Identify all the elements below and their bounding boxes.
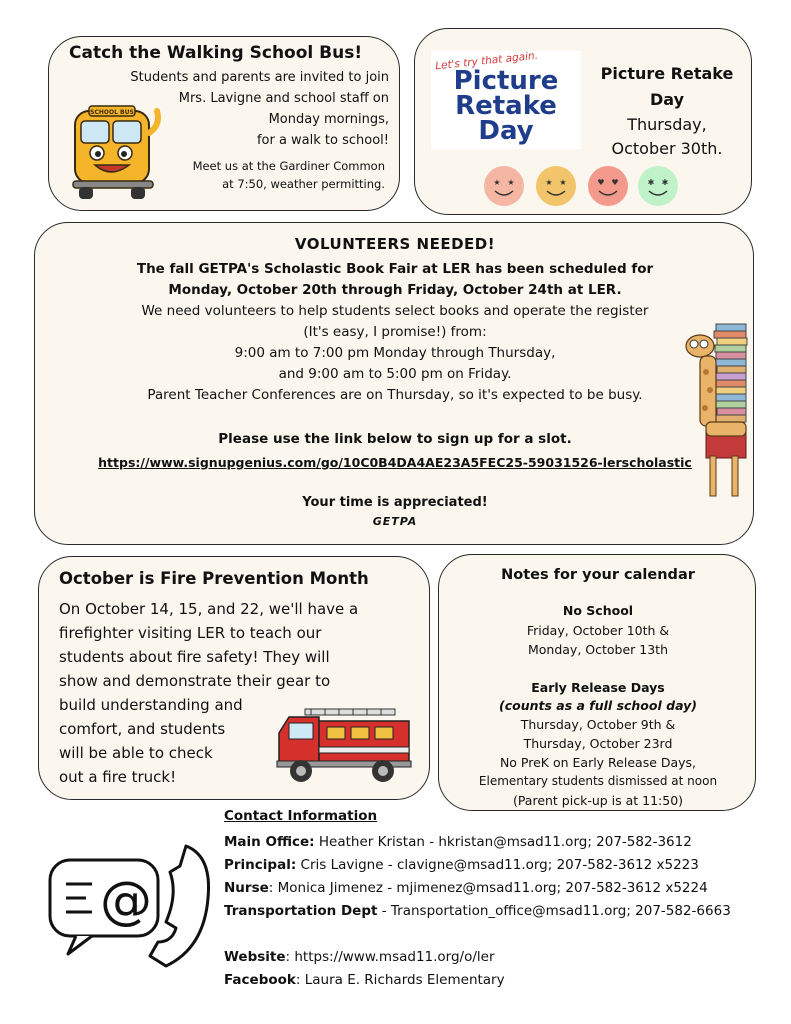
fire-line: firefighter visiting LER to teach our xyxy=(59,624,322,642)
walking-bus-line: Mrs. Lavigne and school staff on xyxy=(178,91,389,106)
early-release-line: Elementary students dismissed at noon xyxy=(478,774,718,788)
no-school-line: Friday, October 10th & xyxy=(526,623,670,638)
early-release-line: Thursday, October 23rd xyxy=(523,736,673,751)
walking-bus-panel xyxy=(48,36,400,211)
contact-email-phone-icon xyxy=(46,838,218,972)
contact-heading: Contact Information xyxy=(224,808,378,824)
contact-value: Cris Lavigne - clavigne@msad11.org; 207-582-3612 x5223 xyxy=(296,857,699,873)
school-bus-illustration xyxy=(67,103,167,201)
retake-logo-tagline: Let's try that again. xyxy=(434,49,539,73)
walking-bus-line: Students and parents are invited to join xyxy=(130,70,389,85)
picture-retake-panel xyxy=(414,28,752,215)
volunteers-signup-prompt: Please use the link below to sign up for a slot. xyxy=(218,431,572,447)
bus-sign-text: SCHOOL BUS xyxy=(90,109,134,116)
svg-text:♥: ♥ xyxy=(597,178,605,187)
early-release-line: No PreK on Early Release Days, xyxy=(499,755,697,770)
contact-label: Principal: xyxy=(224,857,297,873)
contact-value: : Monica Jimenez - mjimenez@msad11.org; 207-582-3612 x5224 xyxy=(268,880,708,896)
contact-label: Nurse xyxy=(224,880,269,896)
contact-value: : Laura E. Richards Elementary xyxy=(295,972,505,988)
volunteers-title: VOLUNTEERS NEEDED! xyxy=(294,235,496,253)
no-school-line: Monday, October 13th xyxy=(527,642,669,657)
early-release-note: (counts as a full school day) xyxy=(499,698,697,713)
walking-bus-meet-line: at 7:50, weather permitting. xyxy=(222,177,385,191)
fire-line: will be able to check xyxy=(59,744,213,762)
fire-truck-illustration xyxy=(275,703,415,787)
contact-transportation xyxy=(224,903,731,919)
contact-label: Website xyxy=(224,949,286,965)
contact-principal xyxy=(224,857,699,873)
svg-text:★: ★ xyxy=(507,178,515,187)
retake-logo-line: Retake xyxy=(455,91,557,121)
walking-bus-line: Monday mornings, xyxy=(268,112,389,127)
walking-bus-title: Catch the Walking School Bus! xyxy=(69,43,363,63)
fire-line: build understanding and xyxy=(59,696,243,714)
retake-date-line: October 30th. xyxy=(611,139,723,158)
retake-logo-line: Day xyxy=(478,116,534,146)
contact-label: Transportation Dept xyxy=(224,903,378,919)
smiley-face-icon xyxy=(637,165,679,207)
svg-text:♥: ♥ xyxy=(611,178,619,187)
picture-retake-logo xyxy=(431,51,581,149)
svg-text:✱: ✱ xyxy=(661,178,669,187)
picture-retake-date xyxy=(587,113,747,161)
contact-value: - Transportation_office@msad11.org; 207-582-6663 xyxy=(377,903,731,919)
svg-text:★: ★ xyxy=(493,178,501,187)
smiley-face-icon xyxy=(535,165,577,207)
retake-title-line: Picture Retake xyxy=(600,64,734,83)
contact-value: Heather Kristan - hkristan@msad11.org; 207-582-3612 xyxy=(314,834,692,850)
volunteers-thanks: Your time is appreciated! xyxy=(302,495,488,510)
volunteers-line: and 9:00 am to 5:00 pm on Friday. xyxy=(278,366,512,382)
volunteers-line: Monday, October 20th through Friday, October 24th at LER. xyxy=(168,282,622,298)
walking-bus-line: for a walk to school! xyxy=(256,133,389,148)
retake-logo-line: Picture xyxy=(453,66,559,96)
svg-text:★: ★ xyxy=(545,178,553,187)
book-stack xyxy=(714,324,747,422)
contact-nurse xyxy=(224,880,708,896)
volunteers-line: We need volunteers to help students select books and operate the register xyxy=(141,303,649,319)
no-school-heading: No School xyxy=(562,603,634,618)
svg-text:@: @ xyxy=(100,871,152,931)
picture-retake-title xyxy=(587,61,747,113)
calendar-title: Notes for your calendar xyxy=(501,567,695,583)
contact-value: : https://www.msad11.org/o/ler xyxy=(285,949,495,965)
giraffe-books-illustration xyxy=(676,322,764,502)
calendar-notes-panel xyxy=(438,554,756,811)
fire-line: On October 14, 15, and 22, we'll have a xyxy=(59,600,359,618)
contact-main-office xyxy=(224,834,692,850)
volunteers-line: 9:00 am to 7:00 pm Monday through Thursday, xyxy=(234,345,556,361)
smiley-face-icon xyxy=(483,165,525,207)
fire-line: show and demonstrate their gear to xyxy=(59,672,331,690)
volunteers-line: The fall GETPA's Scholastic Book Fair at LER has been scheduled for xyxy=(136,261,654,277)
volunteers-line: Parent Teacher Conferences are on Thursday, so it's expected to be busy. xyxy=(147,387,643,403)
volunteers-panel xyxy=(34,222,754,545)
early-release-heading: Early Release Days xyxy=(531,680,665,695)
contact-facebook[interactable] xyxy=(224,972,505,988)
signup-link[interactable]: https://www.signupgenius.com/go/10C0B4DA4AE23A5FEC25-59031526-lerscholastic xyxy=(98,455,692,470)
svg-text:★: ★ xyxy=(559,178,567,187)
early-release-line: (Parent pick-up is at 11:50) xyxy=(512,793,684,808)
fire-prevention-panel xyxy=(38,556,430,800)
contact-label: Main Office: xyxy=(224,834,315,850)
contact-website[interactable] xyxy=(224,949,495,965)
retake-logo-wordmark xyxy=(435,66,577,146)
smiley-face-icon xyxy=(587,165,629,207)
fire-line: out a fire truck! xyxy=(59,768,177,786)
svg-text:✱: ✱ xyxy=(647,178,655,187)
fire-line: comfort, and students xyxy=(59,720,226,738)
fire-prevention-title: October is Fire Prevention Month xyxy=(59,569,369,588)
retake-title-line: Day xyxy=(649,90,684,109)
retake-date-line: Thursday, xyxy=(627,115,707,134)
early-release-line: Thursday, October 9th & xyxy=(520,717,676,732)
fire-line: students about fire safety! They will xyxy=(59,648,330,666)
walking-bus-meet-line: Meet us at the Gardiner Common xyxy=(192,159,385,173)
contact-label: Facebook xyxy=(224,972,296,988)
volunteers-signature: GETPA xyxy=(372,515,418,528)
volunteers-line: (It's easy, I promise!) from: xyxy=(303,324,487,340)
